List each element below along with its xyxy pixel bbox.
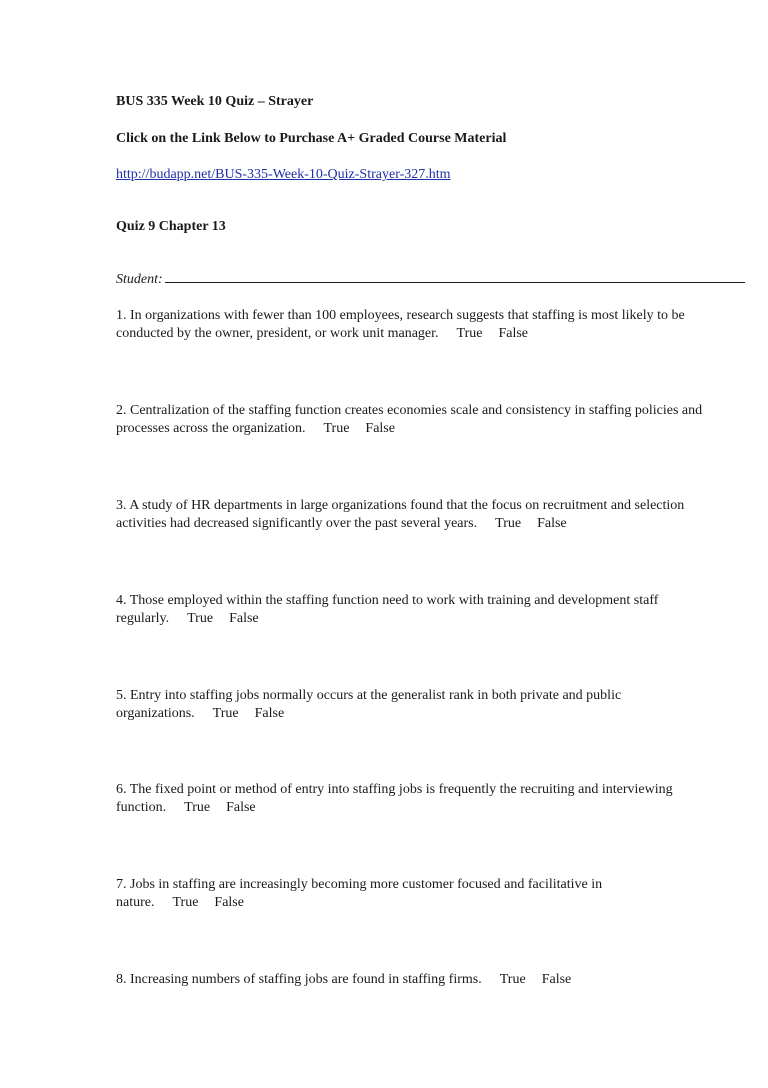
student-label: Student: <box>116 272 163 287</box>
question-7 <box>116 876 764 912</box>
question-1 <box>116 307 764 343</box>
true-option[interactable]: True <box>323 421 350 436</box>
question-text-line: 5. Entry into staffing jobs normally occurs at the generalist rank in both private and public <box>116 688 622 703</box>
true-option[interactable]: True <box>172 895 199 910</box>
student-field <box>116 268 745 289</box>
false-option[interactable]: False <box>214 895 244 910</box>
student-name-blank[interactable] <box>165 268 745 283</box>
question-2 <box>116 402 764 438</box>
question-text-line: 8. Increasing numbers of staffing jobs are found in staffing firms. <box>116 972 482 987</box>
question-3 <box>116 497 764 533</box>
document-title: BUS 335 Week 10 Quiz – Strayer <box>116 94 314 109</box>
question-text-line: regularly. <box>116 611 170 626</box>
true-option[interactable]: True <box>456 326 483 341</box>
question-4 <box>116 592 764 628</box>
question-text-line: nature. <box>116 895 155 910</box>
false-option[interactable]: False <box>541 972 572 987</box>
false-option[interactable]: False <box>365 421 395 436</box>
question-8 <box>116 971 764 989</box>
purchase-link[interactable]: http://budapp.net/BUS-335-Week-10-Quiz-Strayer-327.htm <box>116 167 451 182</box>
question-text-line: function. <box>116 800 167 815</box>
false-option[interactable]: False <box>498 326 529 341</box>
purchase-instruction: Click on the Link Below to Purchase A+ Graded Course Material <box>116 131 507 146</box>
question-text-line: 7. Jobs in staffing are increasingly becoming more customer focused and facilitative in <box>116 877 603 892</box>
false-option[interactable]: False <box>537 516 567 531</box>
question-text-line: 3. A study of HR departments in large organizations found that the focus on recruitment and selection <box>116 498 685 513</box>
question-text-line: 4. Those employed within the staffing function need to work with training and development staff <box>116 593 659 608</box>
false-option[interactable]: False <box>254 706 285 721</box>
question-text-line: processes across the organization. <box>116 421 306 436</box>
false-option[interactable]: False <box>229 611 259 626</box>
true-option[interactable]: True <box>184 800 211 815</box>
true-option[interactable]: True <box>212 706 239 721</box>
question-text-line: 6. The fixed point or method of entry into staffing jobs is frequently the recruiting and interviewing <box>116 782 673 797</box>
question-text-line: 1. In organizations with fewer than 100 employees, research suggests that staffing is most likely to be <box>116 308 685 323</box>
true-option[interactable]: True <box>495 516 522 531</box>
false-option[interactable]: False <box>226 800 256 815</box>
question-text-line: organizations. <box>116 706 195 721</box>
question-text-line: 2. Centralization of the staffing function creates economies scale and consistency in staffing policies and <box>116 403 703 418</box>
true-option[interactable]: True <box>187 611 214 626</box>
question-6 <box>116 781 764 817</box>
question-text-line: conducted by the owner, president, or work unit manager. <box>116 326 439 341</box>
question-text-line: activities had decreased significantly over the past several years. <box>116 516 478 531</box>
quiz-heading: Quiz 9 Chapter 13 <box>116 219 226 234</box>
question-5 <box>116 687 764 723</box>
true-option[interactable]: True <box>499 972 526 987</box>
